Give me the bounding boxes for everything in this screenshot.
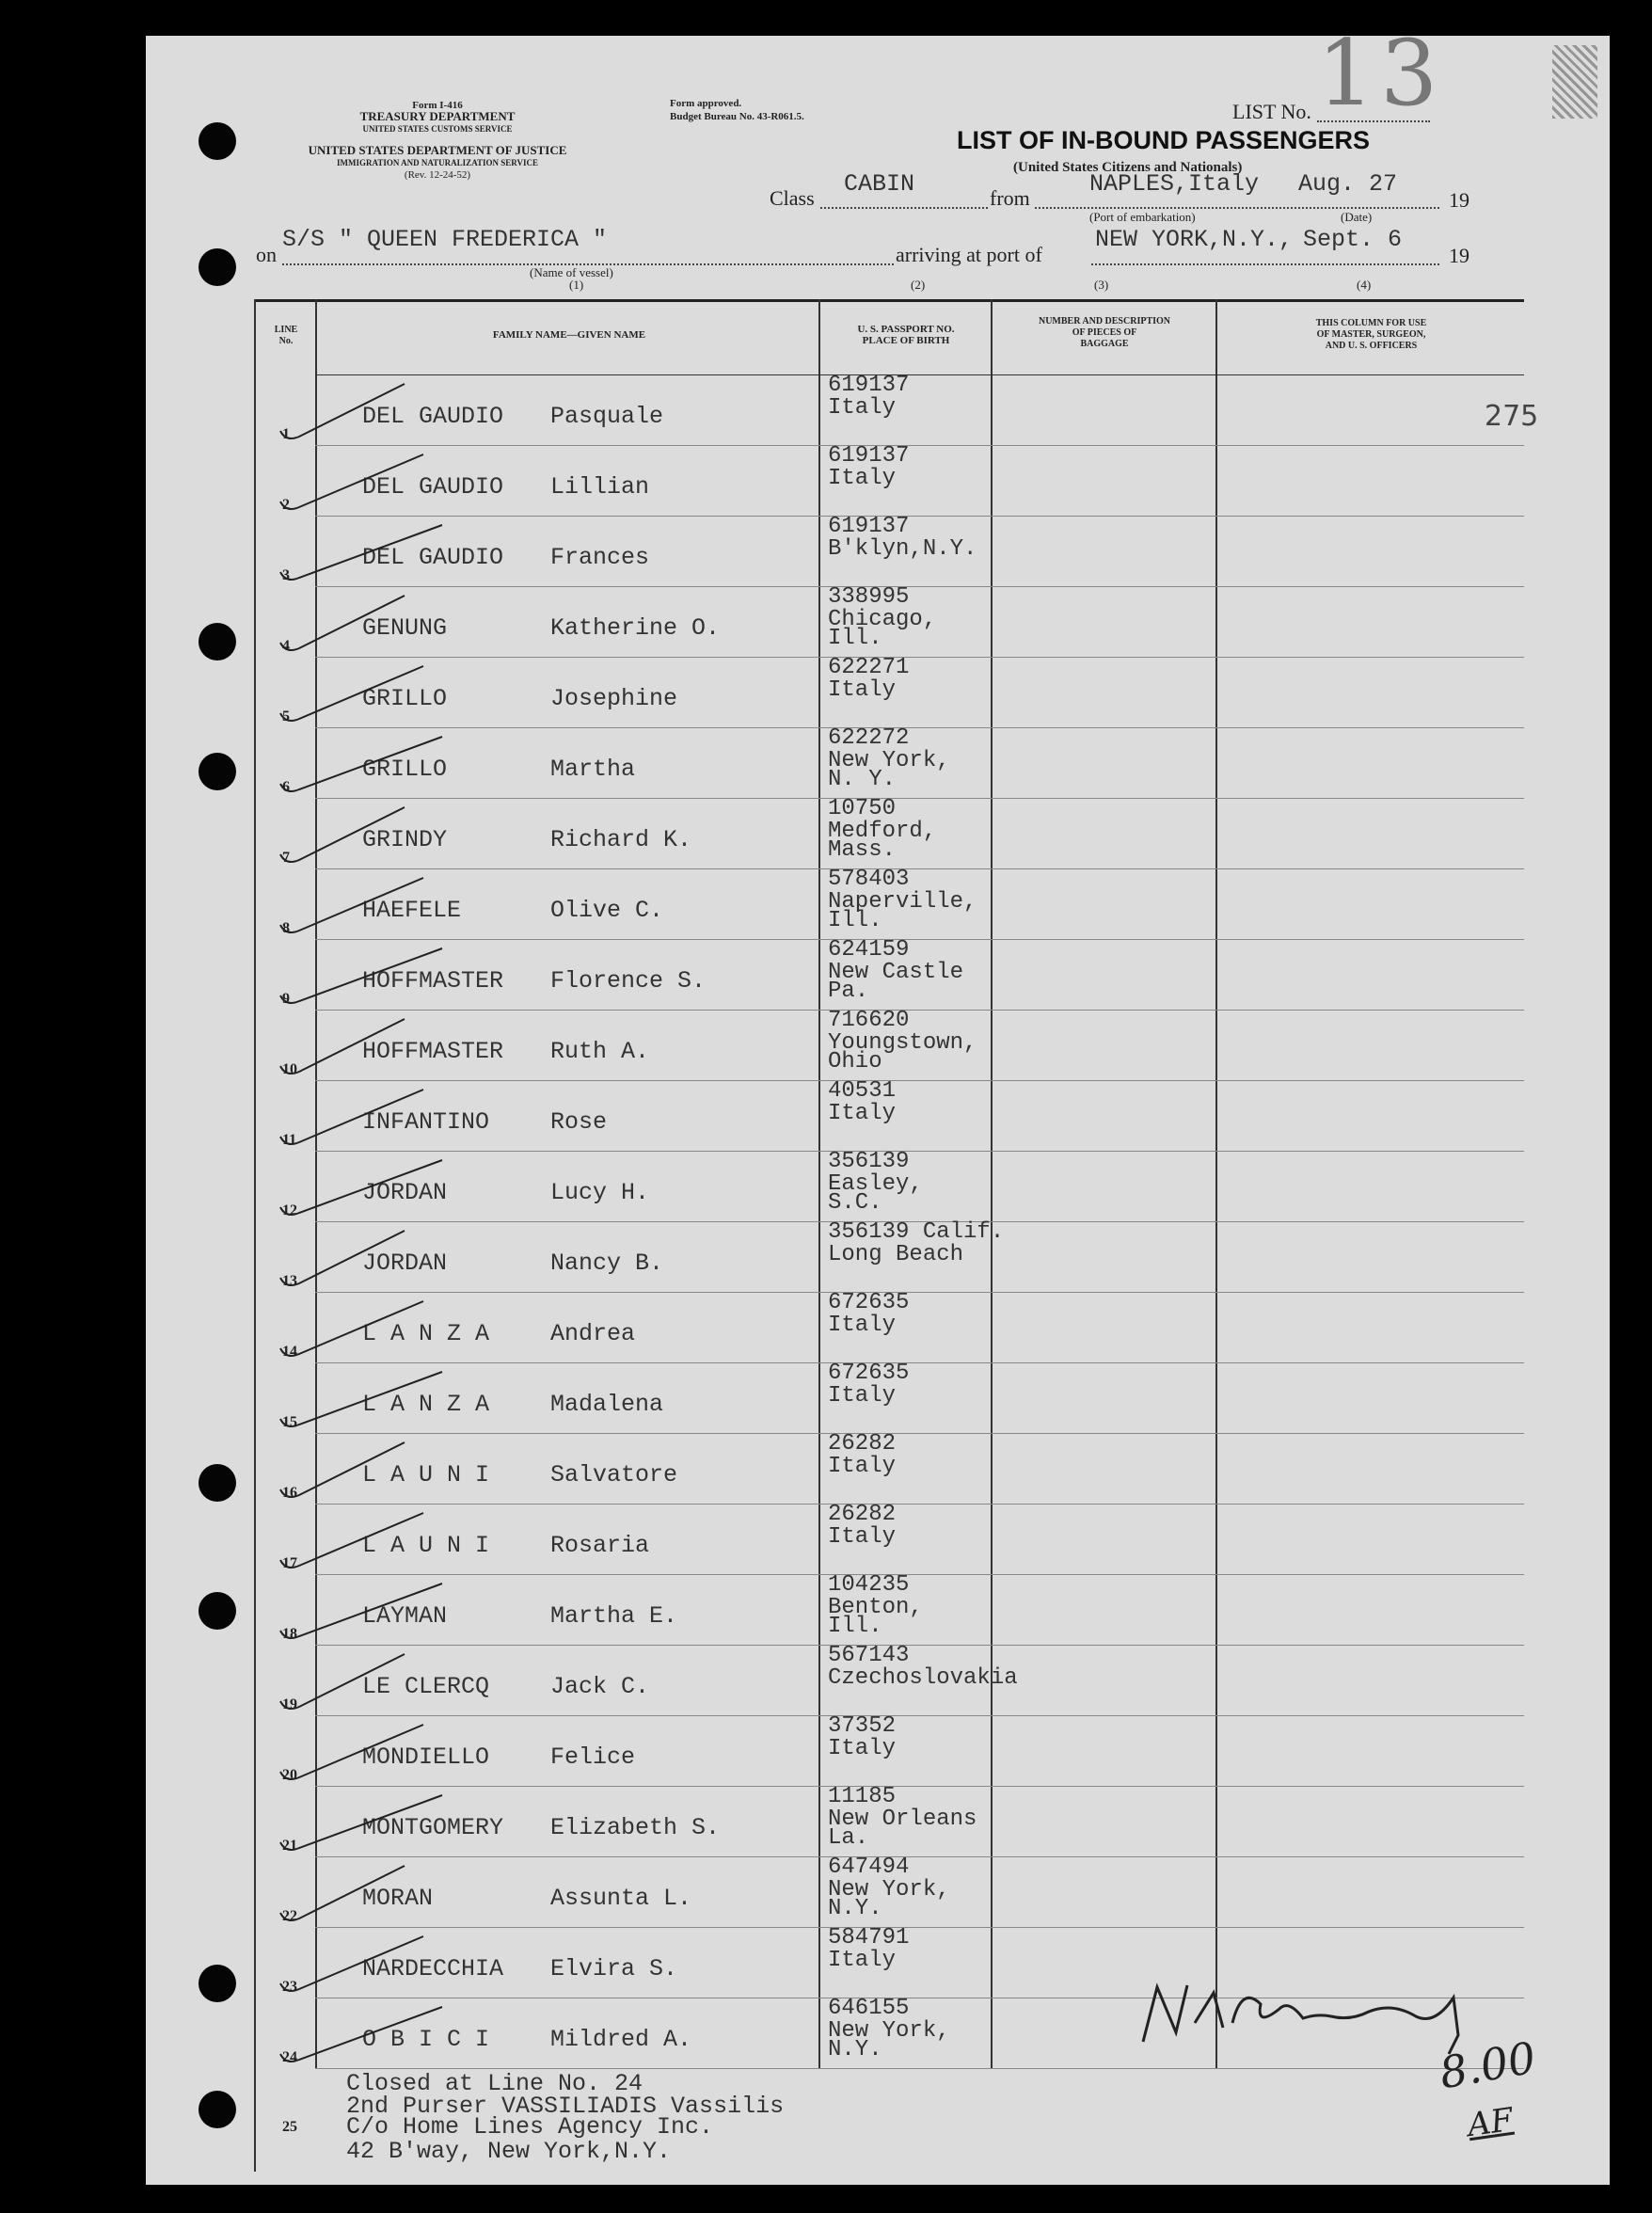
year-label: 19 bbox=[1449, 188, 1469, 212]
line-number: 18 bbox=[282, 1626, 297, 1642]
passport-number: 716620 bbox=[828, 1008, 910, 1033]
family-name: MORAN bbox=[362, 1885, 434, 1912]
family-name: JORDAN bbox=[362, 1179, 448, 1206]
family-name: LE CLERCQ bbox=[362, 1673, 490, 1700]
place-of-birth: Easley, bbox=[828, 1171, 923, 1197]
line-number: 5 bbox=[282, 708, 290, 724]
given-name: Assunta L. bbox=[550, 1885, 692, 1912]
check-mark bbox=[280, 525, 442, 580]
passport-number: 578403 bbox=[828, 867, 910, 892]
check-mark bbox=[280, 878, 423, 932]
check-mark bbox=[280, 1584, 442, 1638]
port-of-embarkation: NAPLES,Italy bbox=[1089, 170, 1260, 198]
check-mark bbox=[280, 1231, 405, 1285]
line-number: 19 bbox=[282, 1696, 297, 1712]
passport-number: 647494 bbox=[828, 1855, 910, 1880]
family-name: DEL GAUDIO bbox=[362, 473, 504, 501]
treasury-dept: TREASURY DEPARTMENT bbox=[359, 109, 516, 123]
place-of-birth: New York, bbox=[828, 2018, 950, 2044]
given-name: Katherine O. bbox=[550, 614, 721, 642]
family-name: JORDAN bbox=[362, 1250, 448, 1277]
line-number: 4 bbox=[282, 638, 290, 654]
given-name: Frances bbox=[550, 544, 650, 571]
embark-date: Aug. 27 bbox=[1298, 170, 1398, 198]
family-name: DEL GAUDIO bbox=[362, 403, 504, 430]
family-name: O B I C I bbox=[362, 2026, 490, 2053]
check-mark bbox=[280, 1725, 423, 1779]
place-of-birth: Medford, bbox=[828, 819, 937, 844]
passport-number: 37352 bbox=[828, 1713, 897, 1739]
given-name: Madalena bbox=[550, 1391, 664, 1418]
place-of-birth-line2: S.C. bbox=[828, 1190, 882, 1216]
given-name: Pasquale bbox=[550, 403, 664, 430]
check-mark bbox=[280, 1301, 423, 1356]
check-mark bbox=[280, 1019, 405, 1074]
col-1-marker: (1) bbox=[569, 278, 584, 292]
place-of-birth: Youngstown, bbox=[828, 1030, 977, 1056]
place-of-birth: Italy bbox=[828, 1948, 897, 1973]
check-mark bbox=[280, 737, 442, 791]
place-of-birth: Italy bbox=[828, 1524, 897, 1550]
line-number: 10 bbox=[282, 1061, 297, 1077]
passport-number: 104235 bbox=[828, 1572, 910, 1598]
given-name: Richard K. bbox=[550, 826, 692, 853]
line-number: 14 bbox=[282, 1344, 297, 1360]
passport-number: 672635 bbox=[828, 1290, 910, 1315]
family-name: GRILLO bbox=[362, 685, 448, 712]
passport-number: 672635 bbox=[828, 1361, 910, 1386]
line-number: 11 bbox=[282, 1132, 297, 1148]
passport-number: 619137 bbox=[828, 443, 910, 469]
class-label: Class bbox=[770, 186, 815, 210]
place-of-birth: Italy bbox=[828, 466, 897, 491]
place-of-birth-line2: N.Y. bbox=[828, 2037, 882, 2062]
check-mark bbox=[280, 454, 423, 509]
given-name: Mildred A. bbox=[550, 2026, 692, 2053]
from-label: from bbox=[990, 186, 1030, 210]
passport-number: 356139 bbox=[828, 1149, 910, 1174]
place-of-birth: Long Beach bbox=[828, 1242, 964, 1267]
family-name: L A U N I bbox=[362, 1461, 490, 1489]
check-mark bbox=[280, 2007, 442, 2062]
place-of-birth: Chicago, bbox=[828, 607, 937, 632]
col-3-marker: (3) bbox=[1094, 278, 1109, 292]
check-mark bbox=[280, 596, 405, 650]
port-embark-note: (Port of embarkation) bbox=[1089, 210, 1196, 224]
col-header-baggage: NUMBER AND DESCRIPTION OF PIECES OF BAGGAGE bbox=[1038, 316, 1170, 349]
family-name: HOFFMASTER bbox=[362, 1038, 504, 1065]
initials-note: AF bbox=[1465, 2100, 1516, 2145]
place-of-birth: Benton, bbox=[828, 1595, 923, 1620]
passport-number: 646155 bbox=[828, 1996, 910, 2021]
given-name: Olive C. bbox=[550, 897, 664, 924]
place-of-birth: New York, bbox=[828, 1877, 950, 1903]
given-name: Nancy B. bbox=[550, 1250, 664, 1277]
line-number: 13 bbox=[282, 1273, 297, 1289]
given-name: Lucy H. bbox=[550, 1179, 650, 1206]
given-name: Elizabeth S. bbox=[550, 1814, 721, 1841]
given-name: Lillian bbox=[550, 473, 650, 501]
place-of-birth-line2: N.Y. bbox=[828, 1896, 882, 1921]
passport-number: 622272 bbox=[828, 725, 910, 751]
signature bbox=[1143, 1985, 1458, 2054]
family-name: L A N Z A bbox=[362, 1391, 490, 1418]
given-name: Jack C. bbox=[550, 1673, 650, 1700]
passport-number: 11185 bbox=[828, 1784, 897, 1809]
line-number: 3 bbox=[282, 567, 290, 583]
place-of-birth: Italy bbox=[828, 1313, 897, 1338]
family-name: GENUNG bbox=[362, 614, 448, 642]
line-number: 20 bbox=[282, 1767, 297, 1783]
place-of-birth: New Orleans bbox=[828, 1807, 977, 1832]
passport-number: 567143 bbox=[828, 1643, 910, 1668]
line-number: 12 bbox=[282, 1202, 297, 1218]
date-note: (Date) bbox=[1341, 210, 1373, 224]
line-number: 1 bbox=[282, 426, 290, 442]
given-name: Andrea bbox=[550, 1320, 636, 1347]
arrival-date: Sept. 6 bbox=[1303, 226, 1403, 253]
line-number: 25 bbox=[282, 2119, 297, 2135]
line-number: 16 bbox=[282, 1485, 297, 1501]
family-name: L A N Z A bbox=[362, 1320, 490, 1347]
check-mark bbox=[280, 1160, 442, 1215]
place-of-birth-line2: Ill. bbox=[828, 1614, 882, 1639]
line-number: 23 bbox=[282, 1979, 297, 1995]
check-mark bbox=[280, 1442, 405, 1497]
year-label-2: 19 bbox=[1449, 244, 1469, 267]
passport-number: 26282 bbox=[828, 1431, 897, 1457]
passport-number: 26282 bbox=[828, 1502, 897, 1527]
closed-note: Closed at Line No. 24 bbox=[346, 2070, 643, 2097]
family-name: HAEFELE bbox=[362, 897, 462, 924]
family-name: MONTGOMERY bbox=[362, 1814, 504, 1841]
given-name: Rosaria bbox=[550, 1532, 650, 1559]
family-name: DEL GAUDIO bbox=[362, 544, 504, 571]
form-approved: Form approved. bbox=[670, 98, 742, 109]
address-note: 42 B'way, New York,N.Y. bbox=[346, 2138, 672, 2165]
place-of-birth-line2: Ill. bbox=[828, 908, 882, 933]
place-of-birth: Naperville, bbox=[828, 889, 977, 915]
check-mark bbox=[280, 948, 442, 1003]
page-subtitle: (United States Citizens and Nationals) bbox=[1013, 160, 1243, 175]
col-header-line-no: LINE No. bbox=[274, 325, 298, 346]
family-name: GRINDY bbox=[362, 826, 448, 853]
col-header-officers: THIS COLUMN FOR USE OF MASTER, SURGEON, AND U. S. OFFICERS bbox=[1315, 318, 1427, 351]
check-mark bbox=[280, 1654, 405, 1709]
ins-service: IMMIGRATION AND NATURALIZATION SERVICE bbox=[337, 158, 538, 167]
purser-note: 2nd Purser VASSILIADIS Vassilis bbox=[346, 2093, 785, 2120]
given-name: Salvatore bbox=[550, 1461, 678, 1489]
place-of-birth: New Castle bbox=[828, 960, 964, 985]
passport-number: 619137 bbox=[828, 514, 910, 539]
line-number: 17 bbox=[282, 1555, 297, 1571]
place-of-birth-line2: La. bbox=[828, 1825, 869, 1851]
list-number: 13 bbox=[1317, 21, 1444, 126]
page-title: LIST OF IN-BOUND PASSENGERS bbox=[957, 126, 1371, 154]
page-side-number: 275 bbox=[1485, 400, 1539, 433]
place-of-birth: Italy bbox=[828, 1101, 897, 1126]
place-of-birth: Italy bbox=[828, 395, 897, 421]
check-mark bbox=[280, 1866, 405, 1920]
check-mark bbox=[280, 1936, 423, 1991]
family-name: NARDECCHIA bbox=[362, 1955, 504, 1982]
family-name: HOFFMASTER bbox=[362, 967, 504, 995]
place-of-birth-line2: Ohio bbox=[828, 1049, 882, 1075]
line-number: 22 bbox=[282, 1908, 297, 1924]
place-of-birth: Italy bbox=[828, 1736, 897, 1761]
place-of-birth: Italy bbox=[828, 1383, 897, 1409]
list-label: LIST No. bbox=[1232, 100, 1311, 123]
check-mark bbox=[280, 1795, 442, 1850]
line-number: 24 bbox=[282, 2049, 297, 2065]
place-of-birth-line2: N. Y. bbox=[828, 767, 897, 792]
revision: (Rev. 12-24-52) bbox=[404, 169, 471, 181]
place-of-birth: New York, bbox=[828, 748, 950, 773]
place-of-birth: Italy bbox=[828, 1454, 897, 1479]
on-label: on bbox=[256, 243, 277, 266]
customs-service: UNITED STATES CUSTOMS SERVICE bbox=[362, 124, 513, 134]
family-name: LAYMAN bbox=[362, 1602, 448, 1630]
place-of-birth: Italy bbox=[828, 677, 897, 703]
class-value: CABIN bbox=[844, 170, 915, 198]
passport-number: 624159 bbox=[828, 937, 910, 963]
col-header-name: FAMILY NAME—GIVEN NAME bbox=[492, 329, 646, 341]
given-name: Martha E. bbox=[550, 1602, 678, 1630]
passport-number: 10750 bbox=[828, 796, 897, 821]
check-mark bbox=[280, 1090, 423, 1144]
given-name: Ruth A. bbox=[550, 1038, 650, 1065]
given-name: Josephine bbox=[550, 685, 678, 712]
line-number: 15 bbox=[282, 1414, 297, 1430]
family-name: INFANTINO bbox=[362, 1108, 490, 1136]
place-of-birth-line2: Ill. bbox=[828, 626, 882, 651]
place-of-birth: B'klyn,N.Y. bbox=[828, 536, 977, 562]
vessel-note: (Name of vessel) bbox=[530, 265, 613, 279]
budget-bureau: Budget Bureau No. 43-R061.5. bbox=[670, 111, 804, 122]
amount-note: 8.00 bbox=[1436, 2031, 1540, 2099]
place-of-birth: Czechoslovakia bbox=[828, 1665, 1018, 1691]
family-name: L A U N I bbox=[362, 1532, 490, 1559]
line-number: 21 bbox=[282, 1838, 297, 1854]
passport-number: 338995 bbox=[828, 584, 910, 610]
family-name: MONDIELLO bbox=[362, 1743, 490, 1771]
col-header-passport: U. S. PASSPORT NO. PLACE OF BIRTH bbox=[857, 324, 955, 346]
check-mark bbox=[280, 666, 423, 721]
place-of-birth-line2: Pa. bbox=[828, 979, 869, 1004]
passport-number: 356139 Calif. bbox=[828, 1219, 1005, 1245]
line-number: 8 bbox=[282, 920, 290, 936]
given-name: Florence S. bbox=[550, 967, 707, 995]
arriving-label: arriving at port of bbox=[896, 243, 1042, 266]
passport-number: 584791 bbox=[828, 1925, 910, 1950]
passport-number: 619137 bbox=[828, 373, 910, 398]
passport-number: 40531 bbox=[828, 1078, 897, 1104]
form-number: Form I-416 bbox=[412, 100, 463, 111]
arrival-port: NEW YORK,N.Y., bbox=[1095, 226, 1294, 253]
line-number: 2 bbox=[282, 497, 290, 513]
line-number: 9 bbox=[282, 991, 290, 1007]
given-name: Rose bbox=[550, 1108, 608, 1136]
given-name: Elvira S. bbox=[550, 1955, 678, 1982]
given-name: Felice bbox=[550, 1743, 636, 1771]
place-of-birth-line2: Mass. bbox=[828, 837, 897, 863]
check-mark bbox=[280, 807, 405, 862]
line-number: 6 bbox=[282, 779, 290, 795]
check-mark bbox=[280, 384, 405, 438]
justice-dept: UNITED STATES DEPARTMENT OF JUSTICE bbox=[308, 143, 567, 157]
check-mark bbox=[280, 1372, 442, 1426]
given-name: Martha bbox=[550, 756, 636, 783]
agency-note: C/o Home Lines Agency Inc. bbox=[346, 2113, 714, 2141]
passport-number: 622271 bbox=[828, 655, 910, 680]
line-number: 7 bbox=[282, 850, 290, 866]
col-2-marker: (2) bbox=[911, 278, 926, 292]
vessel-name: S/S " QUEEN FREDERICA " bbox=[282, 226, 608, 253]
check-mark bbox=[280, 1513, 423, 1568]
col-4-marker: (4) bbox=[1357, 278, 1372, 292]
family-name: GRILLO bbox=[362, 756, 448, 783]
